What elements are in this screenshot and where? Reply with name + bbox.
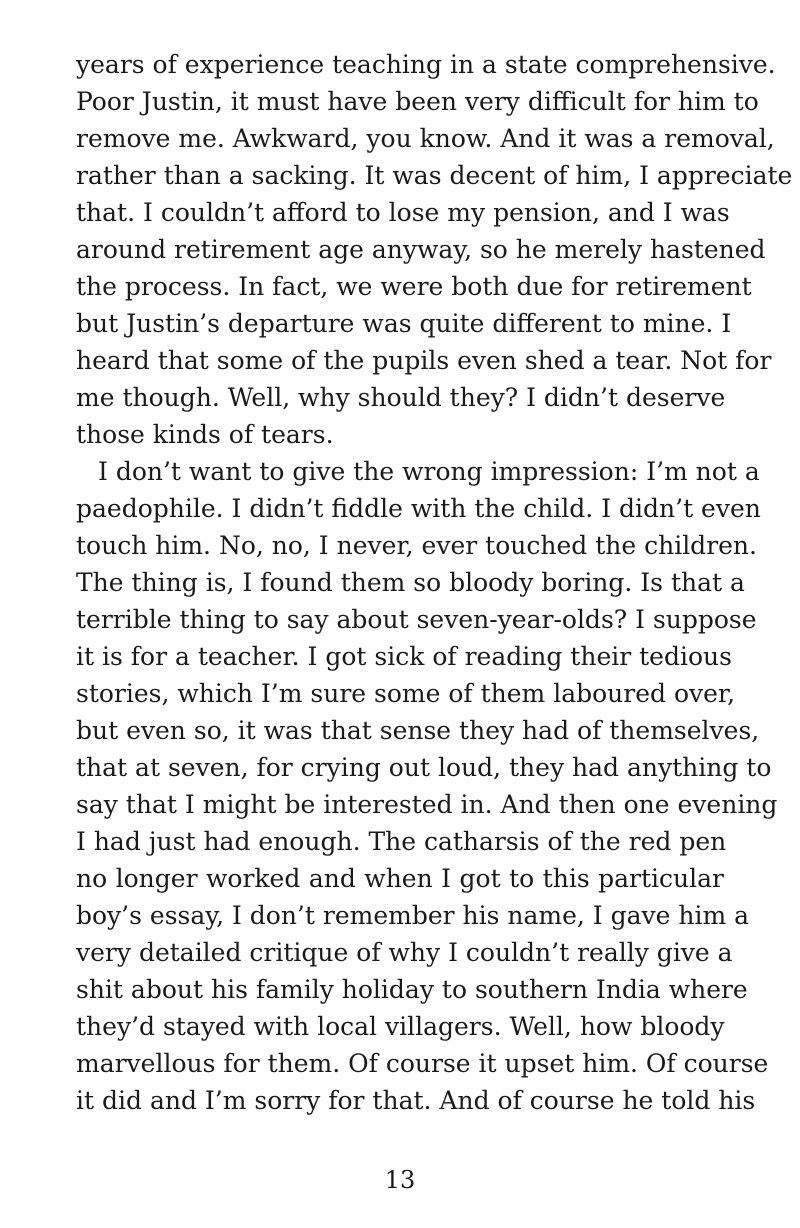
text-line: years of experience teaching in a state comprehensive. [76,50,776,79]
text-line: but even so, it was that sense they had of themselves, [76,716,760,745]
text-line: I had just had enough. The catharsis of the red pen [76,827,727,856]
text-line: it did and I’m sorry for that. And of course he told his [76,1086,756,1115]
text-line: that. I couldn’t afford to lose my pension, and I was [76,198,730,227]
text-line: Poor Justin, it must have been very difficult for him to [76,87,759,116]
text-line: say that I might be interested in. And then one evening [76,790,778,819]
text-line: heard that some of the pupils even shed a tear. Not for [76,346,772,375]
text-line: boy’s essay, I don’t remember his name, I gave him a [76,901,750,930]
text-line: it is for a teacher. I got sick of reading their tedious [76,642,732,671]
text-line: no longer worked and when I got to this particular [76,864,724,893]
book-page-text [76,46,793,1119]
text-line: rather than a sacking. It was decent of him, I appreciate [76,161,793,190]
text-line: The thing is, I found them so bloody boring. Is that a [76,568,745,597]
text-line: stories, which I’m sure some of them laboured over, [76,679,736,708]
text-line: me though. Well, why should they? I didn’t deserve [76,383,726,412]
text-line: terrible thing to say about seven-year-olds? I suppose [76,605,757,634]
paragraph [76,46,793,453]
text-line: those kinds of tears. [76,420,334,449]
text-line: very detailed critique of why I couldn’t really give a [76,938,733,967]
text-line: but Justin’s departure was quite different to mine. I [76,309,732,338]
text-line: shit about his family holiday to southern India where [76,975,748,1004]
text-line: they’d stayed with local villagers. Well, how bloody [76,1012,725,1041]
text-line: touch him. No, no, I never, ever touched the children. [76,531,757,560]
text-line: around retirement age anyway, so he merely hastened [76,235,766,264]
text-line: I don’t want to give the wrong impression: I’m not a [98,457,760,486]
text-line: the process. In fact, we were both due for retirement [76,272,752,301]
text-line: paedophile. I didn’t fiddle with the child. I didn’t even [76,494,761,523]
page-number: 13 [384,1166,416,1194]
paragraph [76,453,778,1119]
text-line: remove me. Awkward, you know. And it was a removal, [76,124,775,153]
text-line: that at seven, for crying out loud, they had anything to [76,753,772,782]
text-line: marvellous for them. Of course it upset him. Of course [76,1049,769,1078]
